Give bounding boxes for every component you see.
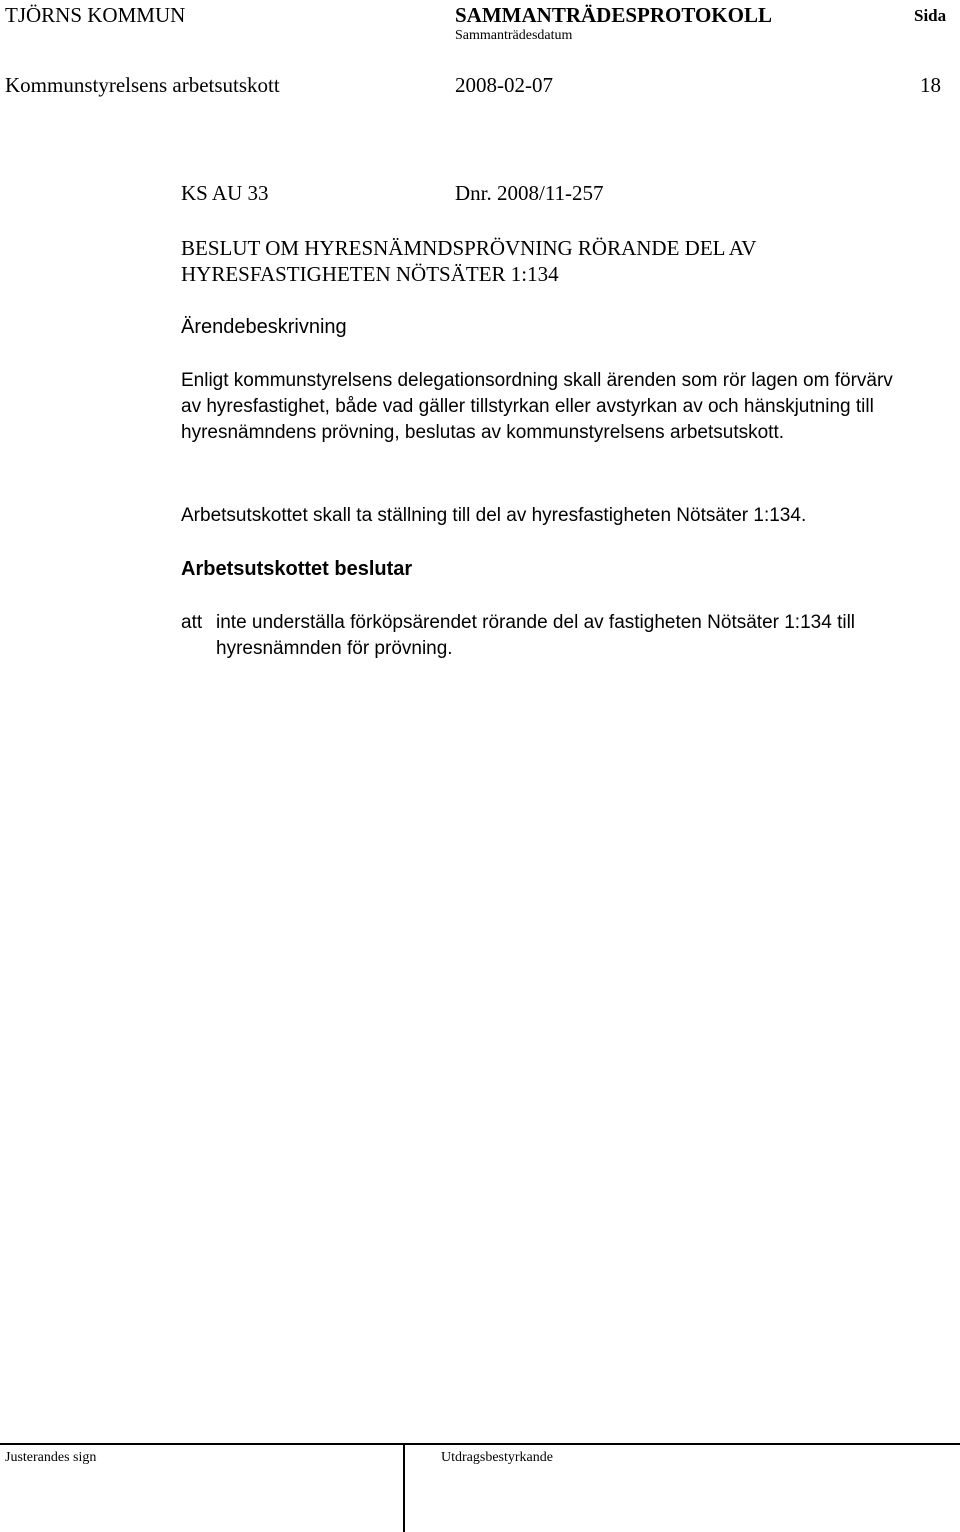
page-number: 18 <box>920 73 941 97</box>
decision-heading: Arbetsutskottet beslutar <box>181 558 413 580</box>
meeting-date-label: Sammanträdesdatum <box>455 28 573 43</box>
section-heading: Ärendebeskrivning <box>181 316 347 338</box>
extract-certification-label: Utdragsbestyrkande <box>441 1450 553 1465</box>
case-id: KS AU 33 <box>181 181 269 205</box>
decision-prefix: att <box>181 612 203 633</box>
signature-label: Justerandes sign <box>5 1450 97 1465</box>
decision-text: inte underställa förköpsärendet rörande del av fastigheten Nötsäter 1:134 till hyresnämnden för prövning. <box>216 612 856 659</box>
case-title-line1: BESLUT OM HYRESNÄMNDSPRÖVNING RÖRANDE DEL AV <box>181 236 757 260</box>
org-name: TJÖRNS KOMMUN <box>5 3 186 27</box>
footer-column-divider <box>403 1443 405 1532</box>
statement-paragraph: Arbetsutskottet skall ta ställning till del av hyresfastigheten Nötsäter 1:134. <box>181 505 807 526</box>
committee-name: Kommunstyrelsens arbetsutskott <box>5 73 280 97</box>
document-type: SAMMANTRÄDESPROTOKOLL <box>455 3 772 27</box>
case-title-line2: HYRESFASTIGHETEN NÖTSÄTER 1:134 <box>181 262 559 286</box>
page-label: Sida <box>914 6 947 25</box>
description-paragraph: Enligt kommunstyrelsens delegationsordning skall ärenden som rör lagen om förvärv av hyresfastighet, både vad gäller tillstyrkan eller avstyrkan av och hänskjutning till hyresnämndens prövning, beslutas av kommunstyrelsens arbetsutskott. <box>181 370 893 443</box>
meeting-date: 2008-02-07 <box>455 73 553 97</box>
footer-divider <box>0 1443 960 1445</box>
case-dnr: Dnr. 2008/11-257 <box>455 181 604 205</box>
